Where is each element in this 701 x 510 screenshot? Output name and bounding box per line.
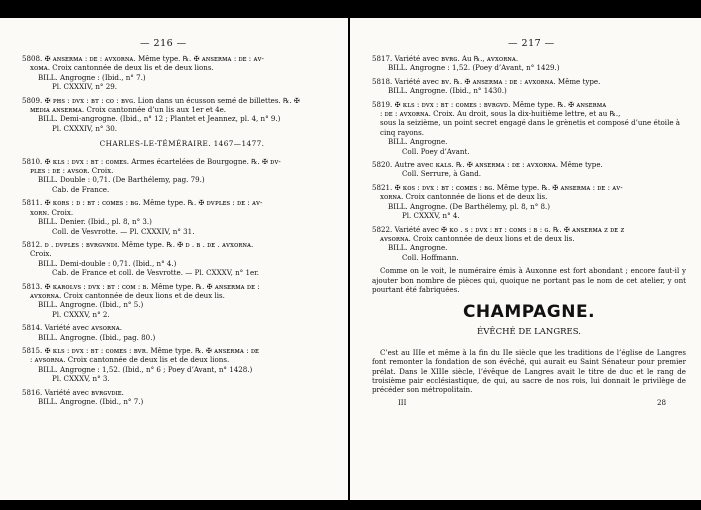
entry-line: xᴏʀɴᴀ. Croix cantonnée de lions et de deux lis. xyxy=(380,192,548,202)
entry-line: Coll. de Vesvrotte. — Pl. CXXXIV, n° 31. xyxy=(52,226,195,236)
section-title: CHARLES-LE-TÉMÉRAIRE. 1467—1477. xyxy=(99,139,265,149)
entry-line: BILL. Angrogne. (Ibid., n° 5.) xyxy=(38,300,144,310)
catalog-entry xyxy=(372,160,686,179)
entry-line: xᴏʀɴ. Croix. xyxy=(30,207,74,217)
entry-line: 5820. Autre avec ᴋᴀʟs. ℞. ✠ ᴀɴsᴇʀᴍᴀ : ᴅᴇ : ᴀᴠxᴏʀɴᴀ. Même type. xyxy=(372,160,603,170)
entry-line: Pl. CXXXIV, n° 29. xyxy=(52,82,117,92)
entry-line: BILL. Demi-double : 0,71. (Ibid., n° 4.) xyxy=(38,258,177,268)
entry-line: 5813. ✠ ᴋᴀʀᴏʟᴠs : ᴅᴠx : ʙᴛ : ᴄᴏᴍ : ʙ. Même type. ℞. ✠ ᴀɴsᴇʀᴍᴀ ᴅᴇ : xyxy=(22,281,260,291)
catalog-entry xyxy=(372,100,686,156)
left-entries xyxy=(22,54,342,133)
entry-line: Cab. de France. xyxy=(52,184,110,194)
paragraph-auxonne: Comme on le voit, le numéraire émis à Auxonne est fort abondant ; encore faut-il y ajouter bon nombre de pièces qui, quoique ne portant pas le nom de cet atelier, y ont pourtant été fabriquées. xyxy=(372,266,686,294)
catalog-entry xyxy=(372,77,686,96)
entry-line: Coll. Poey d’Avant. xyxy=(402,146,470,156)
entry-line: Pl. CXXXV, n° 3. xyxy=(52,374,110,384)
catalog-entry xyxy=(22,54,342,92)
signature-mark: III xyxy=(398,397,407,407)
catalog-entry xyxy=(372,225,686,263)
entry-line: BILL. Angrogne : 1,52. (Ibid., n° 6 ; Poey d’Avant, n° 1428.) xyxy=(38,364,253,374)
entry-line: BILL. Denier. (Ibid., pl. 8, n° 3.) xyxy=(38,217,152,227)
entry-line: sous la seizième, un point secret engagé dans le grènetis et composé d’une étoile à xyxy=(380,118,681,128)
page-footer xyxy=(372,398,686,407)
entry-line: 5816. Variété avec ʙᴠʀɢᴠᴅɪᴇ. xyxy=(22,387,124,397)
entry-line: 5812. ᴅ . ᴅᴠᴘʟᴇs : ʙᴠʀɢᴠɴᴅɪ. Même type. ℞. ✠ ᴅ . ʙ . ᴅᴇ . ᴀᴠxᴏʀɴᴀ. xyxy=(22,239,254,249)
entry-line: BILL. Angrogne. xyxy=(388,137,448,147)
entry-line: 5821. ✠ ᴋᴏs : ᴅᴠx : ʙᴛ : ᴄᴏᴍᴇs : ʙɢ. Même type. ℞. ✠ ᴀɴsᴇʀᴍᴀ : ᴅᴇ : ᴀᴠ- xyxy=(372,182,623,192)
catalog-entry xyxy=(22,157,342,195)
left-entries-2 xyxy=(22,157,342,407)
catalog-entry xyxy=(372,183,686,221)
entry-line: BILL. Angrogne. (De Barthélemy, pl. 8, n° 8.) xyxy=(388,201,551,211)
entry-line: BILL. Angrogne. xyxy=(388,243,448,253)
entry-line: 5811. ✠ ᴋᴏʀs : ᴅ : ʙᴛ : ᴄᴏᴍᴇs : ʙɢ. Même type. ℞. ✠ ᴅᴠᴘʟᴇs : ᴅᴇ : ᴀᴠ- xyxy=(22,198,263,208)
left-page-body xyxy=(22,54,342,410)
entry-line: cinq rayons. xyxy=(380,127,424,137)
entry-line: 5808. ✠ ᴀɴsᴇʀᴍᴀ : ᴅᴇ : ᴀᴠxᴏʀɴᴀ. Même type. ℞. ✠ ᴀɴsᴇʀᴍᴀ : ᴅᴇ : ᴀᴠ- xyxy=(22,54,264,63)
page-number-left: — 216 — xyxy=(140,38,187,49)
page-number-right: — 217 — xyxy=(508,38,555,49)
entry-line: Pl. CXXXV, n° 2. xyxy=(52,309,110,319)
heading-langres: ÉVÊCHÉ DE LANGRES. xyxy=(477,327,581,338)
entry-line: Croix. xyxy=(30,249,52,259)
catalog-entry xyxy=(22,96,342,134)
catalog-entry xyxy=(372,54,686,73)
entry-line: 5814. Variété avec ᴀᴠsᴏʀɴᴀ. xyxy=(22,323,122,333)
entry-line: BILL. Angrogne. (Ibid., n° 7.) xyxy=(38,397,144,406)
entry-line: ᴘʟᴇs : ᴅᴇ : ᴀᴠsᴏʀ. Croix. xyxy=(30,166,114,176)
entry-line: 5815. ✠ ᴋʟs : ᴅᴠx : ʙᴛ : ᴄᴏᴍᴇs : ʙᴠʀ. Même type. ℞. ✠ ᴀɴsᴇʀᴍᴀ : ᴅᴇ xyxy=(22,345,259,355)
entry-line: Pl. CXXXIV, n° 30. xyxy=(52,123,117,133)
entry-line: 5818. Variété avec ʙᴠ. ℞. ✠ ᴀɴsᴇʀᴍᴀ : ᴅᴇ : ᴀᴠxᴏʀɴᴀ. Même type. xyxy=(372,76,601,86)
left-page xyxy=(0,18,348,500)
right-page xyxy=(350,18,701,500)
entry-line: ᴀᴠxᴏʀɴᴀ. Croix cantonnée de deux lions et de deux lis. xyxy=(30,290,225,300)
entry-line: Coll. Hoffmann. xyxy=(402,252,459,262)
entry-line: Pl. CXXXV, n° 4. xyxy=(402,211,460,221)
entry-line: BILL. Angrogne : (Ibid., n° 7.) xyxy=(38,72,146,82)
entry-line: 5819. ✠ ᴋʟs : ᴅᴠx : ʙᴛ : ᴄᴏᴍᴇs : ʙᴠʀɢᴠᴅ. Même type. ℞. ✠ ᴀɴsᴇʀᴍᴀ xyxy=(372,99,607,109)
heading-champagne: CHAMPAGNE. xyxy=(462,302,596,323)
entry-line: 5822. Variété avec ✠ ᴋᴏ . s : ᴅᴠx : ʙᴛ : ᴄᴏᴍs : ʙ : ɢ. ℞. ✠ ᴀɴsᴇʀᴍᴀ ᴢ ᴅᴇ ᴢ xyxy=(372,224,625,234)
entry-line: BILL. Double : 0,71. (De Barthélemy, pag. 79.) xyxy=(38,175,205,185)
entry-line: xoᴍᴀ. Croix cantonnée de deux lis et de deux lions. xyxy=(30,63,214,73)
entry-line: BILL. Demi-angrogne. (Ibid., n° 12 ; Plantet et Jeannez, pl. 4, n° 9.) xyxy=(38,114,281,124)
catalog-entry xyxy=(22,346,342,384)
catalog-entry xyxy=(22,282,342,320)
catalog-entry xyxy=(22,323,342,342)
entry-line: Cab. de France et coll. de Vesvrotte. — Pl. CXXXV, n° 1er. xyxy=(52,268,260,278)
right-page-body xyxy=(372,54,686,407)
entry-line: : ᴀᴠsᴏʀɴᴀ. Croix cantonnée de deux lis et de deux lions. xyxy=(30,355,230,365)
catalog-entry xyxy=(22,388,342,407)
entry-line: 5810. ✠ ᴋʟs : ᴅᴠx : ʙᴛ : ᴄᴏᴍᴇs. Armes écartelées de Bourgogne. ℞. ✠ ᴅᴠ- xyxy=(22,156,281,166)
entry-line: BILL. Angrogne : 1,52. (Poey d’Avant, n° 1429.) xyxy=(388,63,560,73)
catalog-entry xyxy=(22,198,342,236)
catalog-entry xyxy=(22,240,342,278)
sheet-number: 28 xyxy=(656,397,666,407)
entry-line: Coll. Serrure, à Gand. xyxy=(402,169,481,179)
paragraph-langres: C’est au IIIe et même à la fin du IIe siècle que les traditions de l’église de Langres font remonter la fondation de son évêché, qui aurait eu Saint Sénateur pour premier prélat. Dans le XIIIe siècle, l’évêque de Langres avait le titre de duc et le rang de troisième pair ecclésiastique, de qui, au sacre de nos rois, lui donnait le privilège de précéder son métropolitain. xyxy=(372,347,686,395)
entry-line: BILL. Angrogne. (Ibid., pag. 80.) xyxy=(38,332,156,342)
right-entries xyxy=(372,54,686,262)
entry-line: 5809. ✠ ᴘʜs : ᴅᴠx : ʙᴛ : ᴄᴏ : ʙᴠɢ. Lion dans un écusson semé de billettes. ℞. ✠ xyxy=(22,95,300,105)
entry-line: 5817. Variété avec ʙᴠʀɢ. Au ℞., ᴀᴠxᴏʀɴᴀ. xyxy=(372,54,519,63)
entry-line: ᴀᴠsᴏʀɴᴀ. Croix cantonnée de deux lions et de deux lis. xyxy=(380,233,575,243)
entry-line: BILL. Angrogne. (Ibid., n° 1430.) xyxy=(388,86,507,96)
entry-line: : ᴅᴇ : ᴀᴠxᴏʀɴᴀ. Croix. Au droit, sous la dix-huitième lettre, et au ℞., xyxy=(380,109,621,119)
entry-line: ᴍᴇᴅɪᴀ ᴀɴsᴇʀᴍᴀ. Croix cantonnée d’un lis aux 1er et 4e. xyxy=(30,105,227,115)
